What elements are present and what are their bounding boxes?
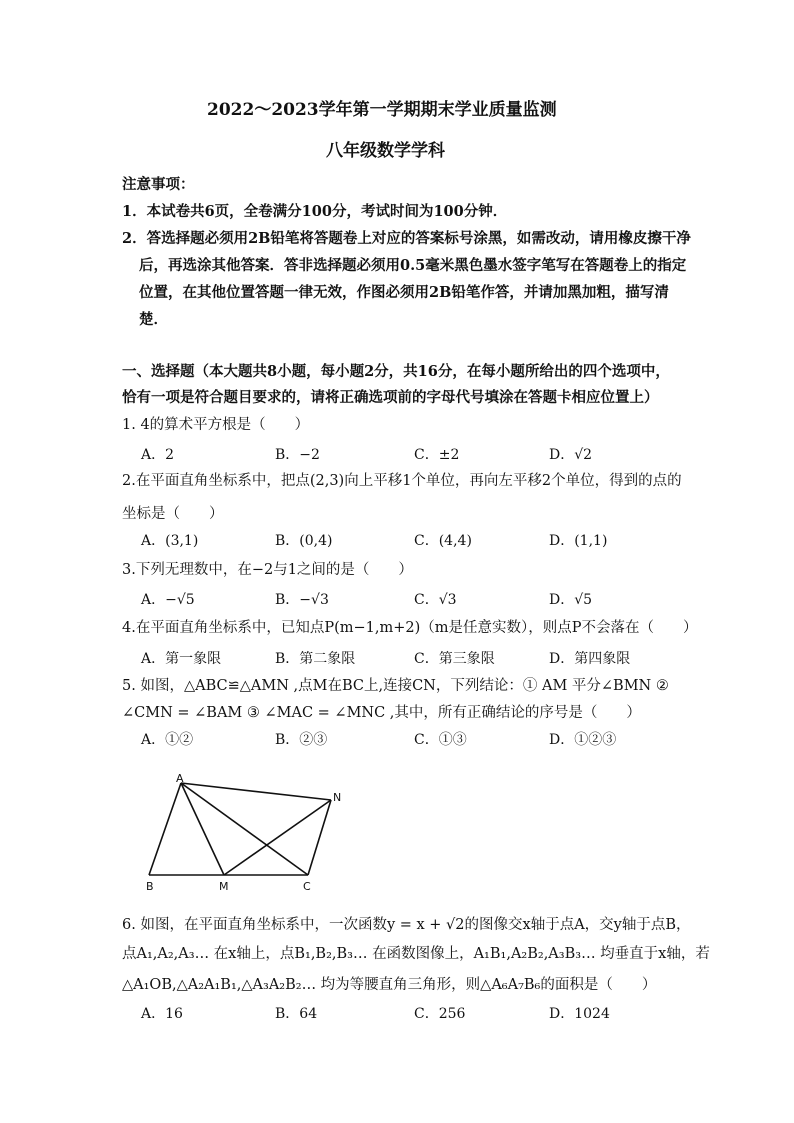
question-3-option-a: A．−√5 — [141, 592, 195, 608]
point-label-n: N — [333, 791, 342, 804]
question-1-option-d: D．√2 — [549, 447, 593, 463]
notice-heading: 注意事项： — [122, 176, 195, 193]
segment-ac — [181, 783, 308, 875]
notice-item-1: 1．本试卷共6页，全卷满分100分，考试时间为100分钟． — [122, 203, 508, 220]
question-6-option-c: C．256 — [414, 1006, 466, 1022]
point-label-m: M — [219, 880, 229, 893]
question-5-stem-line-2: ∠CMN = ∠BAM ③ ∠MAC = ∠MNC ,其中，所有正确结论的序号是（ ） — [122, 705, 641, 721]
question-4-option-b: B．第二象限 — [275, 651, 356, 667]
exam-title: 2022～2023学年第一学期期末学业质量监测 — [207, 100, 557, 120]
question-5-option-b: B．②③ — [275, 732, 328, 748]
question-6-option-d: D．1024 — [549, 1006, 610, 1022]
segment-an — [181, 783, 331, 800]
question-1-option-b: B．−2 — [275, 447, 320, 463]
point-label-c: C — [303, 880, 311, 893]
notice-item-2-line-4: 楚． — [139, 311, 168, 328]
segment-mn — [224, 800, 331, 875]
notice-item-2-line-2: 后，再选涂其他答案．答非选择题必须用0.5毫米黑色墨水签字笔写在答题卷上的指定 — [139, 257, 687, 274]
question-6-stem-line-3: △A₁OB,△A₂A₁B₁,△A₃A₂B₂… 均为等腰直角三角形，则△A₆A₇B₆的面积是（ ） — [122, 977, 657, 993]
notice-item-2-line-1: 2．答选择题必须用2B铅笔将答题卷上对应的答案标号涂黑，如需改动，请用橡皮擦干净 — [122, 230, 691, 247]
question-2-option-b: B．(0,4) — [275, 533, 333, 549]
question-4-stem: 4.在平面直角坐标系中，已知点P(m−1,m+2)（m是任意实数），则点P不会落在（ ） — [122, 620, 698, 636]
question-1-option-a: A．2 — [141, 447, 175, 463]
section-1-heading-line-2: 恰有一项是符合题目要求的，请将正确选项前的字母代号填涂在答题卡相应位置上） — [122, 389, 659, 406]
question-2-stem-line-2: 坐标是（ ） — [122, 506, 224, 522]
question-5-option-a: A．①② — [141, 732, 194, 748]
question-4-option-a: A．第一象限 — [141, 651, 222, 667]
section-1-heading-line-1: 一、选择题（本大题共8小题，每小题2分，共16分，在每小题所给出的四个选项中， — [122, 363, 670, 380]
question-3-option-d: D．√5 — [549, 592, 593, 608]
question-6-option-a: A．16 — [141, 1006, 183, 1022]
question-5-stem-line-1: 5. 如图，△ABC≌△AMN ,点M在BC上,连接CN，下列结论：① AM 平分∠BMN ② — [122, 678, 669, 694]
point-label-a: A — [176, 772, 184, 785]
question-1-option-c: C．±2 — [414, 447, 460, 463]
question-2-stem-line-1: 2.在平面直角坐标系中，把点(2,3)向上平移1个单位，再向左平移2个单位，得到的点的 — [122, 473, 682, 489]
question-4-option-d: D．第四象限 — [549, 651, 631, 667]
question-5-option-c: C．①③ — [414, 732, 467, 748]
segment-ab — [149, 783, 181, 875]
question-6-option-b: B．64 — [275, 1006, 318, 1022]
question-2-option-d: D．(1,1) — [549, 533, 608, 549]
question-5-option-d: D．①②③ — [549, 732, 617, 748]
question-2-option-c: C．(4,4) — [414, 533, 472, 549]
question-3-option-b: B．−√3 — [275, 592, 329, 608]
point-label-b: B — [146, 880, 154, 893]
question-3-stem: 3.下列无理数中，在−2与1之间的是（ ） — [122, 562, 413, 578]
question-4-option-c: C．第三象限 — [414, 651, 495, 667]
question-6-stem-line-2: 点A₁,A₂,A₃… 在x轴上，点B₁,B₂,B₃… 在函数图像上，A₁B₁,A₂B₂,A₃B₃… 均垂直于x轴，若 — [122, 946, 710, 962]
question-2-option-a: A．(3,1) — [141, 533, 199, 549]
question-6-stem-line-1: 6. 如图，在平面直角坐标系中，一次函数y = x + √2的图像交x轴于点A，交y轴于点B， — [122, 917, 691, 933]
notice-item-2-line-3: 位置，在其他位置答题一律无效，作图必须用2B铅笔作答，并请加黑加粗，描写清 — [139, 284, 669, 301]
exam-subtitle: 八年级数学学科 — [326, 141, 445, 161]
segment-cn — [308, 800, 331, 875]
segment-am — [181, 783, 224, 875]
question-1-stem: 1. 4的算术平方根是（ ） — [122, 417, 310, 433]
question-3-option-c: C．√3 — [414, 592, 457, 608]
